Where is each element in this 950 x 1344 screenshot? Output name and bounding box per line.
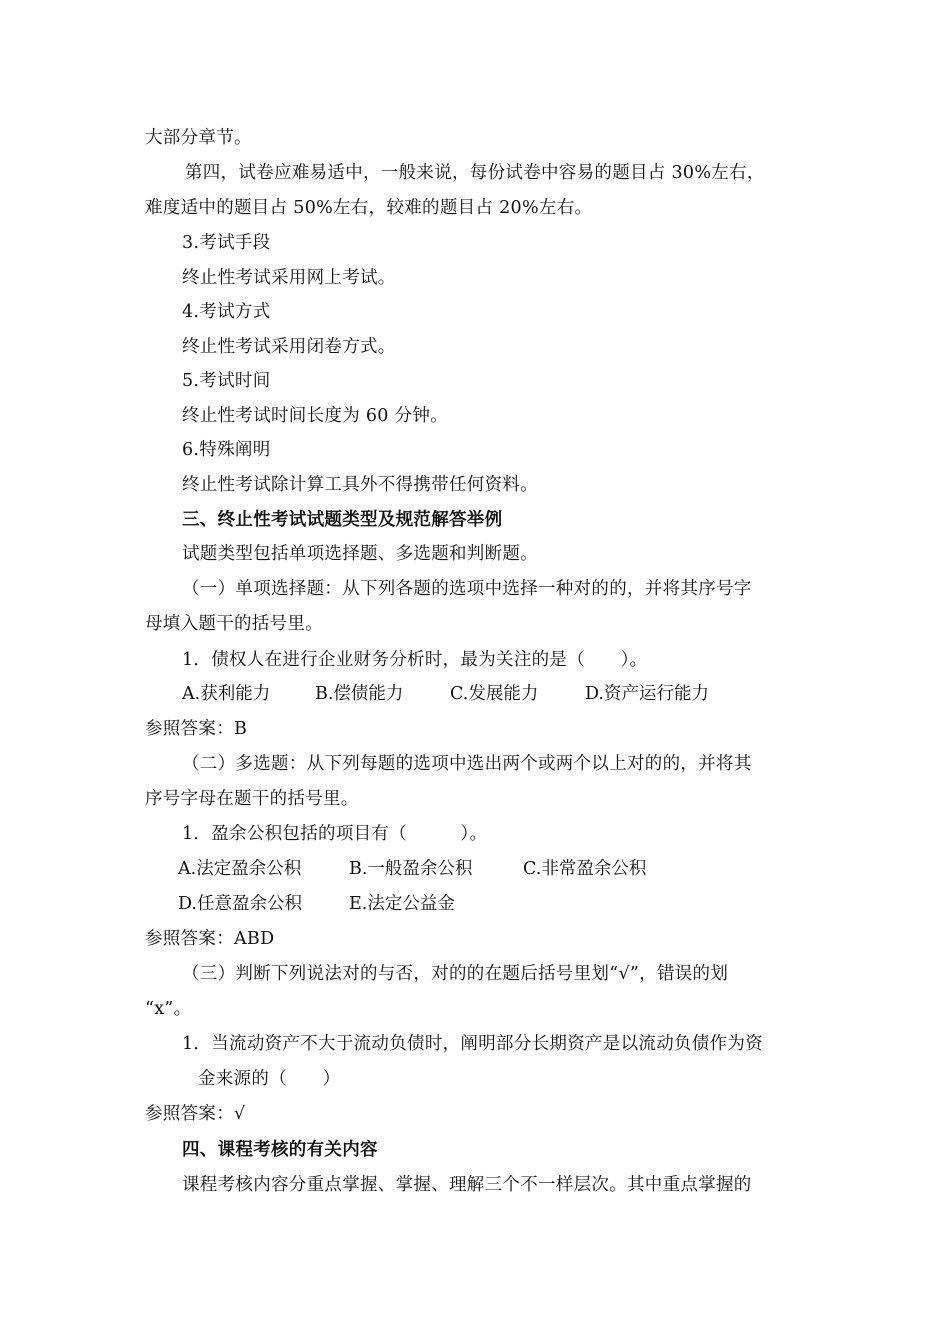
section-heading: 3.考试手段 <box>182 233 271 253</box>
paragraph-line: 终止性考试采用闭卷方式。 <box>182 337 396 357</box>
q2-option-e: E.法定公益金 <box>349 894 455 914</box>
q1-option-d: D.资产运行能力 <box>585 684 709 704</box>
paragraph-line: （一）单项选择题：从下列各题的选项中选择一种对的的，并将其序号字 <box>182 579 752 599</box>
paragraph-line: 第四，试卷应难易适中，一般来说，每份试卷中容易的题目占 30%左右， <box>185 163 765 183</box>
paragraph-line: 终止性考试采用网上考试。 <box>182 268 396 288</box>
paragraph-line: 序号字母在题干的括号里。 <box>145 789 359 809</box>
paragraph-line: 终止性考试除计算工具外不得携带任何资料。 <box>182 475 538 495</box>
answer-3: 参照答案：√ <box>145 1104 246 1124</box>
answer-1: 参照答案：B <box>145 719 248 739</box>
paragraph-line: “x”。 <box>145 999 192 1019</box>
paragraph-line: 难度适中的题目占 50%左右，较难的题目占 20%左右。 <box>145 198 593 218</box>
paragraph-line: 课程考核内容分重点掌握、掌握、理解三个不一样层次。其中重点掌握的 <box>182 1175 752 1195</box>
question-3-continuation: 金来源的（ ） <box>198 1069 341 1089</box>
q1-option-b: B.偿债能力 <box>315 684 404 704</box>
question-1: 1．债权人在进行企业财务分析时，最为关注的是（ ）。 <box>182 650 648 670</box>
q2-option-c: C.非常盈余公积 <box>523 859 647 879</box>
section-heading: 5.考试时间 <box>182 371 271 391</box>
q1-option-a: A.获利能力 <box>182 684 271 704</box>
chapter-heading-4: 四、课程考核的有关内容 <box>182 1140 378 1160</box>
paragraph-line: 母填入题干的括号里。 <box>145 614 323 634</box>
paragraph-line: （二）多选题：从下列每题的选项中选出两个或两个以上对的的，并将其 <box>182 754 752 774</box>
question-3: 1．当流动资产不大于流动负债时，阐明部分长期资产是以流动负债作为资 <box>182 1034 764 1054</box>
q2-option-d: D.任意盈余公积 <box>178 894 302 914</box>
chapter-heading-3: 三、终止性考试试题类型及规范解答举例 <box>182 510 503 530</box>
q1-option-c: C.发展能力 <box>450 684 539 704</box>
section-heading: 6.特殊阐明 <box>182 440 271 460</box>
section-heading: 4.考试方式 <box>182 302 271 322</box>
answer-2: 参照答案：ABD <box>145 929 275 949</box>
question-2: 1．盈余公积包括的项目有（ ）。 <box>182 824 488 844</box>
q2-option-a: A.法定盈余公积 <box>178 859 302 879</box>
paragraph-line: 大部分章节。 <box>145 128 252 148</box>
q2-option-b: B.一般盈余公积 <box>349 859 473 879</box>
paragraph-line: 试题类型包括单项选择题、多选题和判断题。 <box>182 544 538 564</box>
paragraph-line: （三）判断下列说法对的与否，对的的在题后括号里划“√”，错误的划 <box>182 964 729 984</box>
paragraph-line: 终止性考试时间长度为 60 分钟。 <box>182 406 448 426</box>
